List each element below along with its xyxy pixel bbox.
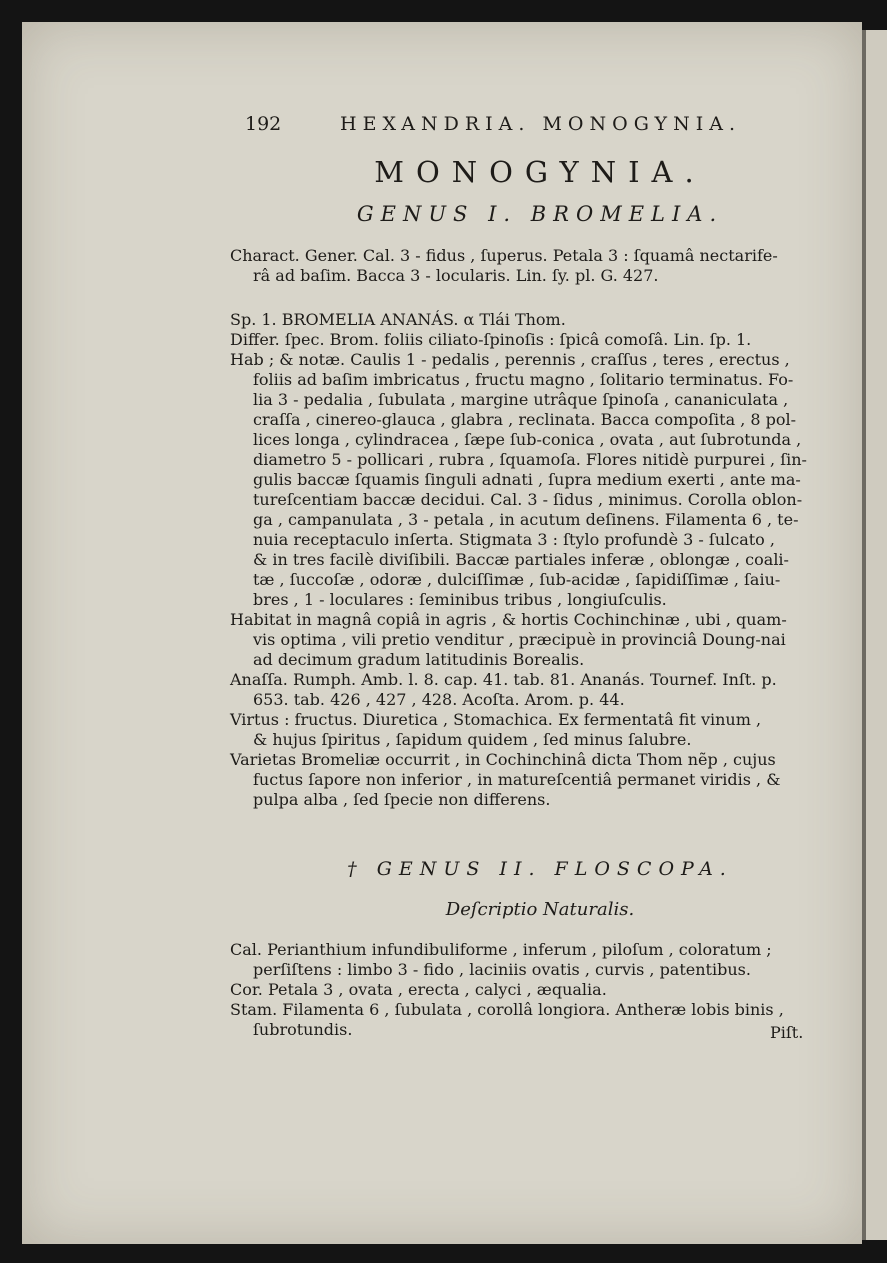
text-line: Varietas Bromeliæ occurrit , in Cochinchinâ dicta Thom nẽp , cujus — [230, 750, 776, 769]
page-number: 192 — [245, 113, 282, 135]
text-line: râ ad baſim. Bacca 3 - locularis. Lin. ſy. pl. G. 427. — [253, 266, 659, 285]
genus-heading-1: GENUS I. BROMELIA. — [356, 202, 724, 226]
text-line: Cor. Petala 3 , ovata , erecta , calyci , æqualia. — [230, 980, 607, 999]
text-line: ad decimum gradum latitudinis Borealis. — [253, 650, 585, 669]
text-line: Anaſſa. Rumph. Amb. l. 8. cap. 41. tab. 81. Ananás. Tournef. Inſt. p. — [230, 670, 777, 689]
floscopa-block — [230, 940, 830, 1040]
catchword: Piſt. — [770, 1023, 804, 1042]
text-line: Habitat in magnâ copiâ in agris , & hortis Cochinchinæ , ubi , quam- — [230, 610, 787, 629]
text-line: Virtus : fructus. Diuretica , Stomachica. Ex fermentatâ fit vinum , — [230, 710, 762, 729]
text-line: lia 3 - pedalia , ſubulata , margine utrâque ſpinoſa , cananiculata , — [253, 390, 789, 409]
text-line: & hujus ſpiritus , ſapidum quidem , ſed minus ſalubre. — [253, 730, 692, 749]
text-line: fuctus ſapore non inferior , in matureſcentiâ permanet viridis , & — [253, 770, 781, 789]
text-line: vis optima , vili pretio venditur , præcipuè in provinciâ Doung-nai — [253, 630, 786, 649]
section-title: MONOGYNIA. — [374, 155, 706, 189]
text-line: craſſa , cinereo-glauca , glabra , reclinata. Bacca compoſita , 8 pol- — [253, 410, 797, 429]
text-line: nuia receptaculo inſerta. Stigmata 3 : ſtylo profundè 3 - ſulcato , — [253, 530, 775, 549]
text-line: tæ , ſuccoſæ , odoræ , dulciſſimæ , ſub-acidæ , ſapidiſſimæ , ſaiu- — [253, 570, 781, 589]
running-header — [245, 113, 835, 143]
text-line: Hab ; & notæ. Caulis 1 - pedalis , perennis , craſſus , teres , erectus , — [230, 350, 790, 369]
text-line: diametro 5 - pollicari , rubra , ſquamoſa. Flores nitidè purpurei , ſin- — [253, 450, 807, 469]
text-line: lices longa , cylindracea , ſæpe ſub-conica , ovata , aut ſubrotunda , — [253, 430, 802, 449]
character-block — [230, 246, 830, 286]
text-line: Stam. Filamenta 6 , ſubulata , corollâ longiora. Antheræ lobis binis , — [230, 1000, 784, 1019]
descriptio-heading: Deſcriptio Naturalis. — [445, 899, 635, 920]
text-line: perſiſtens : limbo 3 - fido , laciniis ovatis , curvis , patentibus. — [253, 960, 751, 979]
text-line: bres , 1 - loculares : ſeminibus tribus , longiuſculis. — [253, 590, 667, 609]
text-line: ſubrotundis. — [253, 1020, 353, 1039]
text-line: Sp. 1. BROMELIA ANANÁS. α Tlái Thom. — [230, 310, 566, 329]
text-line: tureſcentiam baccæ decidui. Cal. 3 - ſidus , minimus. Corolla oblon- — [253, 490, 803, 509]
text-line: Charact. Gener. Cal. 3 - fidus , ſuperus. Petala 3 : ſquamâ nectarife- — [230, 246, 778, 265]
page-fold — [862, 30, 866, 1240]
next-page-edge — [862, 30, 887, 1240]
text-line: Cal. Perianthium infundibuliforme , inferum , piloſum , coloratum ; — [230, 940, 772, 959]
running-title: HEXANDRIA. MONOGYNIA. — [340, 113, 741, 135]
genus-heading-2: † GENUS II. FLOSCOPA. — [347, 858, 733, 880]
species-block — [230, 310, 830, 810]
text-line: & in tres facilè diviſibili. Baccæ partiales inferæ , oblongæ , coali- — [253, 550, 789, 569]
text-line: Differ. ſpec. Brom. foliis ciliato-ſpinoſis : ſpicâ comoſâ. Lin. ſp. 1. — [230, 330, 752, 349]
text-line: ga , campanulata , 3 - petala , in acutum deſinens. Filamenta 6 , te- — [253, 510, 799, 529]
text-line: foliis ad baſim imbricatus , fructu magno , ſolitario terminatus. Fo- — [253, 370, 794, 389]
text-line: 653. tab. 426 , 427 , 428. Acoſta. Arom. p. 44. — [253, 690, 625, 709]
text-line: pulpa alba , ſed ſpecie non differens. — [253, 790, 551, 809]
text-line: gulis baccæ ſquamis ſinguli adnati , ſupra medium exerti , ante ma- — [253, 470, 801, 489]
